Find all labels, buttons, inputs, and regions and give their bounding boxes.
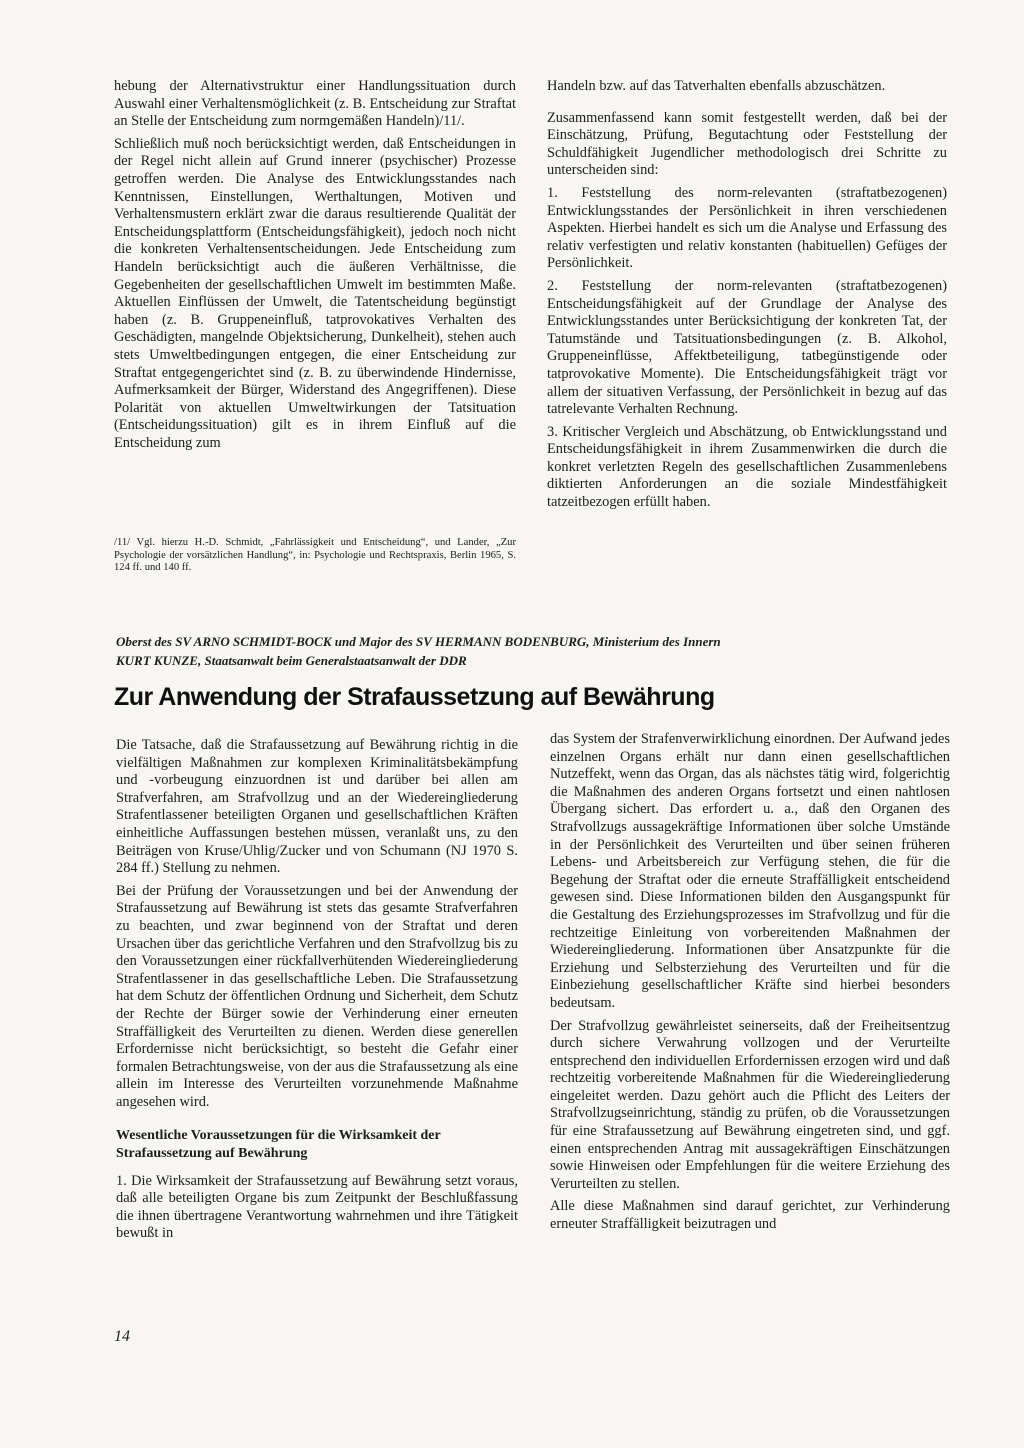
- authors-line: KURT KUNZE, Staatsanwalt beim Generalstaatsanwalt der DDR: [116, 653, 467, 668]
- paragraph: Zusammenfassend kann somit festgestellt werden, daß bei der Einschätzung, Prüfung, Begutachtung oder Feststellung der Schuldfähigkeit Jugendlicher methodologisch drei Schritte zu unterscheiden sind:: [547, 109, 947, 179]
- paragraph: Schließlich muß noch berücksichtigt werden, daß Entscheidungen in der Regel nicht allein auf Grund innerer (psychischer) Prozesse getroffen werden. Die Analyse des Entwicklungsstandes nach Kenntnissen, Einstellungen, Werthaltungen, Motiven und Verhaltensmustern erklärt zwar die daraus resultierende Qualität der Entscheidungsplattform (Entscheidungsfähigkeit), jedoch noch nicht die konkreten Verhaltensentscheidungen. Jede Entscheidung zum Handeln berücksichtigt auch die äußeren Verhältnisse, die Gegebenheiten der gesellschaftlichen Umwelt im bestimmten Maße. Aktuellen Einflüssen der Umwelt, die Tatentscheidung begünstigt haben (z. B. Gruppeneinfluß, tatprovokatives Verhalten des Geschädigten, mangelnde Objektsicherung, Dunkelheit), stehen auch stets Umweltbedingungen entgegen, die einer Entscheidung zur Straftat entgegengerichtet sind (z. B. zu überwindende Hindernisse, Aufmerksamkeit der Bürger, Widerstand des Angegriffenen). Diese Polarität von aktuellen Umweltwirkungen der Tatsituation (Entscheidungssituation) gilt es in ihrem Einfluß auf die Entscheidung zum: [114, 135, 516, 451]
- article-authors: [116, 632, 946, 670]
- footnote: /11/ Vgl. hierzu H.-D. Schmidt, „Fahrlässigkeit und Entscheidung“, und Lander, „Zur Psychologie der vorsätzlichen Handlung“, in: Psychologie und Rechtspraxis, Berlin 1965, S. 124 ff. und 140 ff.: [114, 537, 516, 574]
- list-item: 2. Feststellung der norm-relevanten (straftatbezogenen) Entscheidungsfähigkeit auf der Grundlage der Analyse des Entwicklungsstandes unter Berücksichtigung der konkreten Tat, der Tatumstände und Tatsituationsbedingungen (z. B. Alkohol, Gruppeneinflüsse, Affektbeteiligung, tatbegünstigende oder tatprovokative Momente). Die Entscheidungsfähigkeit trägt vor allem der situativen Verfassung, der Persönlichkeit in bezug auf das tatrelevante Verhalten Rechnung.: [547, 277, 947, 418]
- paragraph: hebung der Alternativstruktur einer Handlungssituation durch Auswahl einer Verhaltensmöglichkeit (z. B. Entscheidung zur Straftat an Stelle der Entscheidung zum normgemäßen Handeln)/11/.: [114, 78, 516, 130]
- paragraph: das System der Strafenverwirklichung einordnen. Der Aufwand jedes einzelnen Organs erhält nur dann einen gesellschaftlichen Nutzeffekt, wenn das Organ, das als nächstes tätig wird, folgerichtig die Maßnahmen des anderen Organs fortsetzt und einen nahtlosen Übergang sichert. Das erfordert u. a., daß den Organen des Strafvollzugs aussagekräftige Informationen über solche Umstände in der Persönlichkeit des Verurteilten und über seinen früheren Lebens- und Arbeitsbereich zur Verfügung stehen, die für die Begehung der Straftat oder die erneute Straffälligkeit entscheidend gewesen sind. Diese Informationen bilden den Ausgangspunkt für die Gestaltung des Erziehungsprozesses im Strafvollzug und für die rechtzeitige Einleitung von vorbereitenden Maßnahmen der Wiedereingliederung. Informationen über Ansatzpunkte für die Erziehung und Selbsterziehung des Verurteilten und für die Einbeziehung gesellschaftlicher Kräfte sind hierbei besonders bedeutsam.: [550, 731, 950, 1011]
- paragraph: Handeln bzw. auf das Tatverhalten ebenfalls abzuschätzen.: [547, 78, 886, 94]
- section-subheading: Wesentliche Voraussetzungen für die Wirksamkeit der Strafaussetzung auf Bewährung: [116, 1128, 441, 1162]
- column-top-right: [547, 78, 947, 517]
- article-title: Zur Anwendung der Strafaussetzung auf Bewährung: [114, 683, 715, 711]
- column-top-left: [114, 78, 516, 457]
- list-item: 3. Kritischer Vergleich und Abschätzung, ob Entwicklungsstand und Entscheidungsfähigkeit in ihrem Zusammenwirken die durch die konkret verletzten Regeln des gesellschaftlichen Zusammenlebens diktierten Anforderungen an die soziale Mindestfähigkeit tatzeitbezogen erfüllt haben.: [547, 423, 947, 511]
- paragraph: 1. Die Wirksamkeit der Strafaussetzung auf Bewährung setzt voraus, daß alle beteiligten Organe bis zum Zeitpunkt der Beschlußfassung die ihnen übertragene Verantwortung wahrnehmen und ihre Tätigkeit bewußt in: [116, 1172, 518, 1242]
- paragraph: Der Strafvollzug gewährleistet seinerseits, daß der Freiheitsentzug durch sichere Verwahrung vollzogen und der Verurteilte entsprechend den individuellen Erfordernissen erzogen wird und daß rechtzeitig vorbereitende Maßnahmen für die Wiedereingliederung eingeleitet werden. Dazu gehört auch die Pflicht des Leiters der Strafvollzugseinrichtung, ständig zu prüfen, ob die Voraussetzungen für eine Strafaussetzung auf Bewährung eingetreten sind, und ggf. einen entsprechenden Antrag mit aussagekräftigen Einschätzungen sowie Hinweisen oder Empfehlungen für die weitere Erziehung des Verurteilten zu stellen.: [550, 1017, 950, 1192]
- paragraph: Die Tatsache, daß die Strafaussetzung auf Bewährung richtig in die vielfältigen Maßnahmen zur komplexen Kriminalitätsbekämpfung und -vorbeugung einzuordnen ist und darüber bei allen am Strafverfahren, am Strafvollzug und an der Wiedereingliederung Strafentlassener beteiligten Organen und gesellschaftlichen Kräften einheitliche Auffassungen bestehen müssen, veranlaßt uns, zu den Beiträgen von Kruse/Uhlig/Zucker und von Schumann (NJ 1970 S. 284 ff.) Stellung zu nehmen.: [116, 737, 518, 877]
- page-number: 14: [114, 1328, 130, 1345]
- list-item: 1. Feststellung des norm-relevanten (straftatbezogenen) Entwicklungsstandes der Persönlichkeit in ihren verschiedenen Aspekten. Hierbei handelt es sich um die Analyse und Erfassung des relativ verfestigten und relativ konstanten (habituellen) Gefüges der Persönlichkeit.: [547, 184, 947, 272]
- paragraph: Bei der Prüfung der Voraussetzungen und bei der Anwendung der Strafaussetzung auf Bewährung ist stets das gesamte Strafverfahren zu beachten, und zwar beginnend von der Straftat und deren Ursachen über das gerichtliche Verfahren und den Strafvollzug bis zu den Voraussetzungen einer rückfallverhütenden Wiedereingliederung Strafentlassener in das gesellschaftliche Leben. Die Strafaussetzung hat dem Schutz der öffentlichen Ordnung und Sicherheit, dem Schutz der Rechte der Bürger sowie der Verhinderung einer erneuten Straffälligkeit des Verurteilten zu dienen. Werden diese generellen Erfordernisse nicht berücksichtigt, so besteht die Gefahr einer formalen Betrachtungsweise, von der aus die Strafaussetzung als eine allein im Interesse des Verurteilten vorzunehmende Maßnahme angesehen wird.: [116, 882, 518, 1110]
- paragraph: Alle diese Maßnahmen sind darauf gerichtet, zur Verhinderung erneuter Straffälligkeit beizutragen und: [550, 1198, 950, 1233]
- column-bottom-right: [550, 731, 950, 1239]
- authors-line: Oberst des SV ARNO SCHMIDT-BOCK und Major des SV HERMANN BODENBURG, Ministerium des Innern: [116, 634, 721, 649]
- column-bottom-left: [116, 737, 518, 1248]
